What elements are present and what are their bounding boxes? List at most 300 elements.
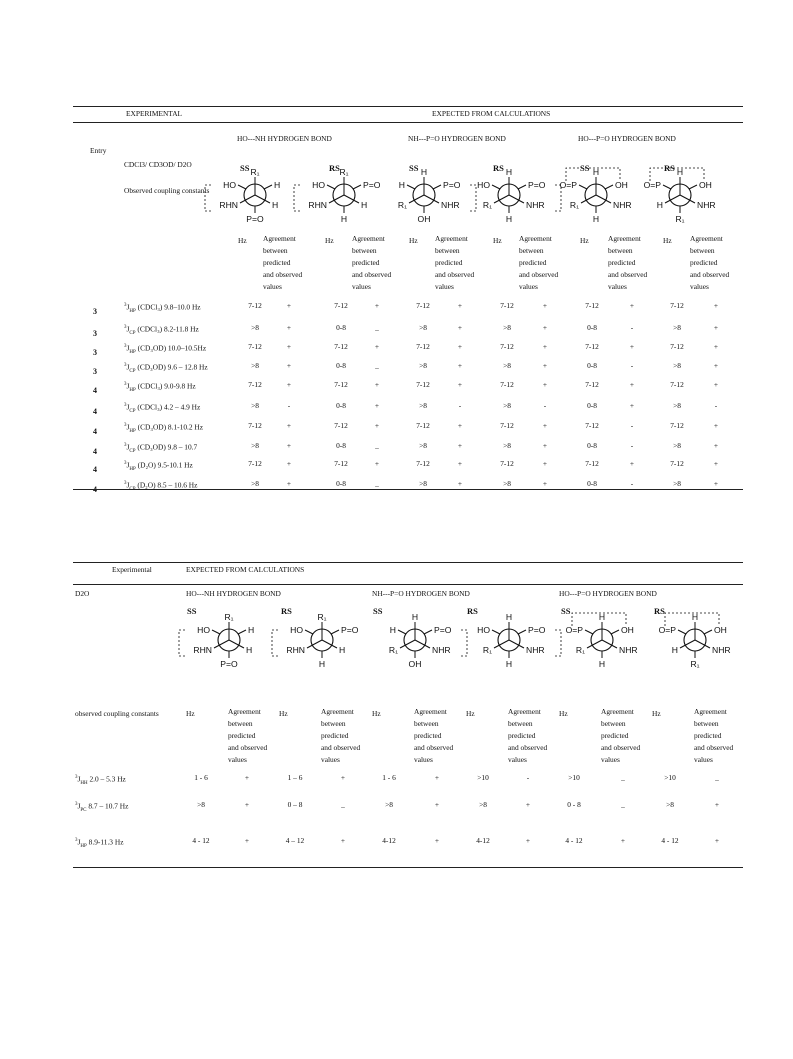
- ring: [218, 629, 240, 651]
- bond: [214, 640, 229, 648]
- hz-cell: 1 - 6: [382, 773, 396, 782]
- agreement-cell: +: [374, 301, 380, 310]
- agreement-label: Agreement between predicted and observed values: [321, 707, 361, 764]
- substituent-label: P=O: [246, 214, 264, 224]
- substituent-label: H: [505, 167, 513, 177]
- hz-cell: 4 - 12: [565, 836, 583, 845]
- hz-cell: 7-12: [334, 380, 348, 389]
- agreement-cell: +: [713, 479, 719, 488]
- hydrogen-bond-dashes: [566, 168, 620, 181]
- bond: [678, 630, 686, 634]
- bond: [602, 640, 617, 648]
- hz-label: Hz: [663, 236, 672, 245]
- agreement-cell: +: [434, 836, 440, 845]
- agreement-cell: -: [526, 773, 530, 782]
- hz-cell: 7-12: [585, 342, 599, 351]
- hydrogen-bond-dashes: [272, 630, 278, 656]
- agreement-cell: +: [244, 773, 250, 782]
- observed-label: Observed coupling constants: [124, 186, 210, 195]
- bond: [424, 195, 439, 203]
- agreement-cell: +: [340, 773, 346, 782]
- hydrogen-bond-dashes: [572, 613, 626, 626]
- hz-cell: 7-12: [248, 459, 262, 468]
- bond: [611, 630, 619, 634]
- agreement-cell: +: [286, 301, 292, 310]
- config-label: SS: [187, 606, 197, 616]
- hz-cell: 1 - 6: [194, 773, 208, 782]
- substituent-label: R₁: [317, 612, 327, 622]
- ring: [413, 184, 435, 206]
- substituent-label: O=P: [658, 625, 676, 635]
- bond: [518, 630, 526, 634]
- hz-cell: >8: [419, 441, 427, 450]
- agreement-cell: -: [630, 323, 634, 332]
- substituent-label: P=O: [528, 180, 546, 190]
- config-label: SS: [561, 606, 571, 616]
- config-label: SS: [373, 606, 383, 616]
- agreement-cell: -: [630, 361, 634, 370]
- agreement-cell: +: [714, 836, 720, 845]
- config-label: RS: [654, 606, 665, 616]
- agreement-cell: _: [375, 361, 379, 370]
- agreement-cell: _: [341, 800, 345, 809]
- config-label: RS: [664, 163, 675, 173]
- agreement-cell: +: [629, 459, 635, 468]
- agreement-label: Agreement between predicted and observed values: [352, 234, 392, 291]
- agreement-label: Agreement between predicted and observed values: [608, 234, 648, 291]
- substituent-label: R₁: [339, 167, 349, 177]
- hz-cell: 7-12: [670, 342, 684, 351]
- bottom-rule: [73, 489, 743, 490]
- entry-number: 4: [93, 407, 97, 416]
- hz-label: Hz: [493, 236, 502, 245]
- bond: [331, 630, 339, 634]
- hz-cell: >8: [251, 323, 259, 332]
- substituent-label: HO: [477, 180, 490, 190]
- hz-cell: >8: [419, 479, 427, 488]
- bond: [327, 185, 335, 189]
- agreement-label: Agreement between predicted and observed values: [414, 707, 454, 764]
- agreement-cell: +: [713, 301, 719, 310]
- agreement-cell: +: [457, 323, 463, 332]
- agreement-cell: +: [542, 459, 548, 468]
- substituent-label: NHR: [526, 645, 545, 655]
- agreement-cell: +: [629, 301, 635, 310]
- hz-cell: >8: [503, 361, 511, 370]
- substituent-label: OH: [621, 625, 634, 635]
- hz-cell: 7-12: [500, 380, 514, 389]
- agreement-cell: +: [340, 836, 346, 845]
- agreement-cell: +: [542, 342, 548, 351]
- bond: [305, 630, 313, 634]
- agreement-cell: +: [713, 459, 719, 468]
- substituent-label: NHR: [613, 200, 632, 210]
- agreement-cell: +: [542, 380, 548, 389]
- hz-label: Hz: [279, 709, 288, 718]
- substituent-label: H: [592, 167, 600, 177]
- config-label: RS: [493, 163, 504, 173]
- substituent-label: NHR: [441, 200, 460, 210]
- agreement-cell: +: [457, 380, 463, 389]
- agreement-label: Agreement between predicted and observed values: [601, 707, 641, 764]
- agreement-cell: +: [374, 380, 380, 389]
- entry-number: 4: [93, 386, 97, 395]
- config-label: SS: [580, 163, 590, 173]
- group-1-title: HO---NH HYDROGEN BOND: [237, 134, 332, 143]
- hz-cell: >8: [197, 800, 205, 809]
- bond: [518, 185, 526, 189]
- header-expected: EXPECTED FROM CALCULATIONS: [186, 565, 305, 574]
- substituent-label: H: [389, 625, 396, 635]
- ring: [333, 184, 355, 206]
- agreement-cell: +: [457, 479, 463, 488]
- substituent-label: H: [398, 180, 405, 190]
- hz-cell: 7-12: [248, 342, 262, 351]
- group-1-title: HO---NH HYDROGEN BOND: [186, 589, 281, 598]
- agreement-cell: +: [286, 361, 292, 370]
- agreement-cell: +: [525, 836, 531, 845]
- hz-cell: 4 - 12: [661, 836, 679, 845]
- hz-cell: >10: [664, 773, 676, 782]
- agreement-cell: -: [543, 401, 547, 410]
- bond: [492, 630, 500, 634]
- hz-cell: >8: [666, 800, 674, 809]
- agreement-cell: +: [542, 323, 548, 332]
- config-label: RS: [281, 606, 292, 616]
- bond: [409, 195, 424, 203]
- bond: [509, 640, 524, 648]
- bond: [433, 185, 441, 189]
- substituent-label: RHN: [308, 200, 327, 210]
- bond: [212, 630, 220, 634]
- coupling-constant-label: $^3J_{CP}$ (CD₃OD) 9.6 – 12.8 Hz: [124, 362, 208, 374]
- hz-cell: 7-12: [670, 421, 684, 430]
- substituent-label: OH: [699, 180, 712, 190]
- ring: [591, 629, 613, 651]
- hz-cell: >8: [503, 479, 511, 488]
- agreement-cell: +: [286, 323, 292, 332]
- hz-cell: >10: [568, 773, 580, 782]
- entry-number: 4: [93, 485, 97, 494]
- hz-cell: 0-8: [336, 401, 346, 410]
- hz-cell: 0 - 8: [567, 800, 581, 809]
- ring: [498, 184, 520, 206]
- bond: [689, 185, 697, 189]
- config-label: RS: [329, 163, 340, 173]
- hz-cell: 0-8: [336, 479, 346, 488]
- substituent-label: HO: [312, 180, 325, 190]
- agreement-cell: +: [374, 401, 380, 410]
- ring: [684, 629, 706, 651]
- substituent-label: O=P: [643, 180, 661, 190]
- group-2-title: NH---P=O HYDROGEN BOND: [372, 589, 470, 598]
- agreement-cell: -: [458, 401, 462, 410]
- agreement-cell: +: [374, 459, 380, 468]
- header-rule: [73, 122, 743, 123]
- top-rule: [73, 106, 743, 107]
- hz-cell: 4-12: [382, 836, 396, 845]
- top-rule: [73, 562, 743, 563]
- solvents-label: CDCl3/ CD3OD/ D2O: [124, 160, 192, 169]
- coupling-constant-label: $^3J_{CP}$ (CDCl₃) 4.2 – 4.9 Hz: [124, 402, 201, 414]
- hz-cell: 7-12: [416, 301, 430, 310]
- agreement-cell: +: [542, 441, 548, 450]
- agreement-cell: +: [714, 800, 720, 809]
- config-label: SS: [409, 163, 419, 173]
- bond: [605, 185, 613, 189]
- group-2-title: NH---P=O HYDROGEN BOND: [408, 134, 506, 143]
- substituent-label: H: [598, 612, 606, 622]
- substituent-label: P=O: [528, 625, 546, 635]
- bond: [494, 195, 509, 203]
- hz-cell: 7-12: [500, 421, 514, 430]
- hz-cell: 0-8: [587, 323, 597, 332]
- entry-label: Entry: [90, 146, 107, 155]
- hz-cell: >8: [251, 361, 259, 370]
- substituent-label: RHN: [286, 645, 305, 655]
- hz-label: Hz: [325, 236, 334, 245]
- entry-number: 3: [93, 307, 97, 316]
- hz-cell: 0-8: [336, 323, 346, 332]
- agreement-cell: +: [286, 479, 292, 488]
- agreement-cell: +: [374, 421, 380, 430]
- hydrogen-bond-dashes: [179, 630, 185, 656]
- bond: [585, 630, 593, 634]
- coupling-constant-label: $^3J_{HP}$ (CD₃OD) 10.0–10.5Hz: [124, 343, 207, 355]
- substituent-label: H: [340, 214, 348, 224]
- substituent-label: P=O: [341, 625, 359, 635]
- hz-cell: >8: [503, 401, 511, 410]
- bond: [264, 185, 272, 189]
- agreement-cell: +: [629, 380, 635, 389]
- hz-label: Hz: [559, 709, 568, 718]
- hz-cell: 7-12: [334, 421, 348, 430]
- coupling-constant-label: $^3J_{CP}$ (CD₃OD) 9.8 – 10.7: [124, 442, 198, 454]
- bond: [407, 185, 415, 189]
- agreement-cell: +: [244, 800, 250, 809]
- substituent-label: H: [361, 200, 368, 210]
- agreement-cell: +: [286, 421, 292, 430]
- bond: [322, 640, 337, 648]
- coupling-constant-label: $^3J_{CP}$ (CDCl₃) 8.2-11.8 Hz: [124, 324, 199, 336]
- substituent-label: H: [592, 214, 600, 224]
- substituent-label: NHR: [432, 645, 451, 655]
- agreement-cell: -: [630, 479, 634, 488]
- bond: [492, 185, 500, 189]
- substituent-label: H: [272, 200, 279, 210]
- hz-label: Hz: [372, 709, 381, 718]
- hz-cell: >8: [673, 441, 681, 450]
- substituent-label: RHN: [193, 645, 212, 655]
- hz-cell: >8: [251, 479, 259, 488]
- agreement-cell: _: [375, 323, 379, 332]
- substituent-label: NHR: [619, 645, 638, 655]
- bond: [494, 640, 509, 648]
- agreement-cell: _: [715, 773, 719, 782]
- hz-cell: 4-12: [476, 836, 490, 845]
- hz-label: Hz: [580, 236, 589, 245]
- bond: [704, 630, 712, 634]
- substituent-label: RHN: [219, 200, 238, 210]
- hz-cell: 7-12: [585, 459, 599, 468]
- substituent-label: H: [505, 659, 513, 669]
- hz-cell: 7-12: [585, 421, 599, 430]
- substituent-label: P=O: [434, 625, 452, 635]
- coupling-constant-label: $^3J_{CP}$ (D₂O) 8.5 – 10.6 Hz: [124, 480, 198, 492]
- agreement-label: Agreement between predicted and observed values: [519, 234, 559, 291]
- agreement-cell: -: [630, 441, 634, 450]
- ring: [311, 629, 333, 651]
- agreement-cell: +: [457, 342, 463, 351]
- bond: [665, 195, 680, 203]
- entry-number: 4: [93, 427, 97, 436]
- hz-cell: >8: [503, 441, 511, 450]
- coupling-constant-label: $^3J_{HP}$ (CDCl₃) 9.8–10.0 Hz: [124, 302, 201, 314]
- coupling-constant-label: $^3J_{PC}$ 8.7 – 10.7 Hz: [75, 801, 129, 813]
- hz-cell: 7-12: [416, 421, 430, 430]
- hz-cell: >8: [385, 800, 393, 809]
- agreement-cell: -: [287, 401, 291, 410]
- bond: [255, 195, 270, 203]
- agreement-cell: +: [286, 459, 292, 468]
- agreement-cell: -: [714, 401, 718, 410]
- agreement-cell: +: [286, 441, 292, 450]
- hydrogen-bond-dashes: [470, 185, 476, 211]
- bond: [596, 195, 611, 203]
- observed-label: observed coupling constants: [75, 709, 159, 718]
- hz-cell: 7-12: [248, 301, 262, 310]
- coupling-constant-label: $^3J_{HP}$ (D₂O) 9.5-10.1 Hz: [124, 460, 193, 472]
- hz-cell: 7-12: [416, 380, 430, 389]
- substituent-label: P=O: [363, 180, 381, 190]
- bond: [581, 195, 596, 203]
- hz-cell: 7-12: [585, 301, 599, 310]
- bond: [509, 195, 524, 203]
- entry-number: 4: [93, 447, 97, 456]
- header-rule: [73, 584, 743, 585]
- header-experimental: Experimental: [112, 565, 152, 574]
- bond: [415, 640, 430, 648]
- hz-label: Hz: [186, 709, 195, 718]
- hz-cell: >8: [503, 323, 511, 332]
- ring: [404, 629, 426, 651]
- agreement-cell: +: [374, 342, 380, 351]
- hydrogen-bond-dashes: [555, 185, 561, 211]
- substituent-label: H: [505, 612, 513, 622]
- substituent-label: H: [339, 645, 346, 655]
- agreement-cell: -: [630, 421, 634, 430]
- agreement-cell: _: [621, 800, 625, 809]
- agreement-cell: +: [629, 342, 635, 351]
- substituent-label: OH: [615, 180, 628, 190]
- hz-cell: 4 – 12: [285, 836, 305, 845]
- bottom-rule: [73, 867, 743, 868]
- hydrogen-bond-dashes: [461, 630, 467, 656]
- ring: [669, 184, 691, 206]
- substituent-label: R₁: [250, 167, 260, 177]
- hz-cell: >10: [477, 773, 489, 782]
- hz-cell: 7-12: [334, 459, 348, 468]
- header-expected: EXPECTED FROM CALCULATIONS: [432, 109, 551, 118]
- hz-label: Hz: [652, 709, 661, 718]
- agreement-label: Agreement between predicted and observed values: [694, 707, 734, 764]
- substituent-label: R₁: [575, 645, 585, 655]
- coupling-constant-label: $^3J_{HP}$ (CD₃OD) 8.1-10.2 Hz: [124, 422, 204, 434]
- bond: [680, 640, 695, 648]
- substituent-label: P=O: [220, 659, 238, 669]
- hz-cell: >8: [673, 361, 681, 370]
- hz-cell: 1 – 6: [287, 773, 303, 782]
- agreement-cell: +: [713, 342, 719, 351]
- agreement-label: Agreement between predicted and observed values: [508, 707, 548, 764]
- substituent-label: NHR: [526, 200, 545, 210]
- hz-cell: 7-12: [334, 342, 348, 351]
- bond: [240, 195, 255, 203]
- agreement-cell: +: [457, 361, 463, 370]
- hz-cell: 0-8: [587, 401, 597, 410]
- hz-cell: >8: [673, 323, 681, 332]
- bond: [238, 630, 246, 634]
- bond: [344, 195, 359, 203]
- group-3-title: HO---P=O HYDROGEN BOND: [578, 134, 676, 143]
- substituent-label: H: [671, 645, 678, 655]
- hz-cell: 0-8: [587, 479, 597, 488]
- bond: [238, 185, 246, 189]
- agreement-cell: +: [713, 441, 719, 450]
- substituent-label: H: [656, 200, 663, 210]
- agreement-label: Agreement between predicted and observed values: [228, 707, 268, 764]
- header-experimental: EXPERIMENTAL: [126, 109, 183, 118]
- substituent-label: OH: [417, 214, 431, 224]
- coupling-constant-label: $^3J_{HH}$ 2.0 – 5.3 Hz: [75, 774, 126, 786]
- substituent-label: H: [411, 612, 419, 622]
- hz-cell: 7-12: [670, 301, 684, 310]
- agreement-cell: +: [286, 342, 292, 351]
- bond: [424, 630, 432, 634]
- hz-cell: 7-12: [670, 380, 684, 389]
- substituent-label: R₁: [397, 200, 407, 210]
- hz-cell: 7-12: [585, 380, 599, 389]
- hz-cell: 0-8: [587, 361, 597, 370]
- substituent-label: R₁: [675, 214, 685, 224]
- hz-cell: >8: [419, 323, 427, 332]
- hz-cell: >8: [673, 479, 681, 488]
- substituent-label: H: [420, 167, 428, 177]
- substituent-label: R₁: [388, 645, 398, 655]
- substituent-label: P=O: [443, 180, 461, 190]
- substituent-label: HO: [223, 180, 236, 190]
- hz-cell: >8: [251, 441, 259, 450]
- hz-cell: 7-12: [416, 342, 430, 351]
- substituent-label: H: [246, 645, 253, 655]
- bond: [663, 185, 671, 189]
- substituent-label: OH: [714, 625, 727, 635]
- bond: [353, 185, 361, 189]
- config-label: RS: [467, 606, 478, 616]
- hz-cell: >8: [251, 401, 259, 410]
- agreement-cell: +: [457, 421, 463, 430]
- agreement-cell: +: [542, 421, 548, 430]
- bond: [400, 640, 415, 648]
- bond: [587, 640, 602, 648]
- hz-cell: 7-12: [248, 421, 262, 430]
- bond: [329, 195, 344, 203]
- bond: [695, 640, 710, 648]
- agreement-cell: +: [713, 361, 719, 370]
- group-3-title: HO---P=O HYDROGEN BOND: [559, 589, 657, 598]
- hz-label: Hz: [238, 236, 247, 245]
- substituent-label: H: [248, 625, 255, 635]
